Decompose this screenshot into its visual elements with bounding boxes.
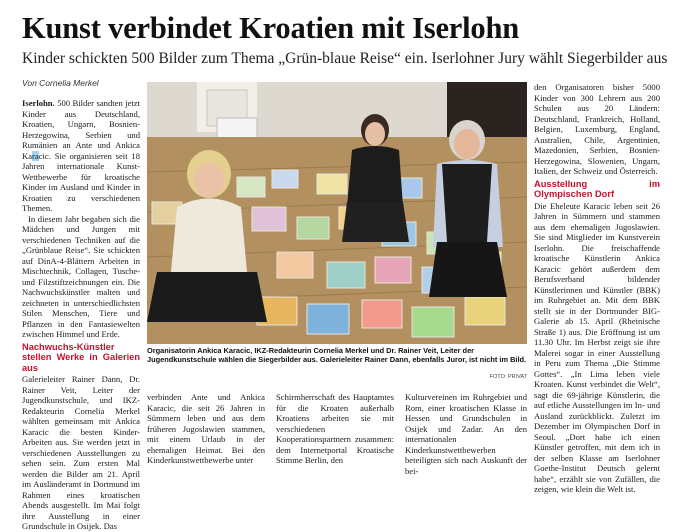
section-subhead-galleries: Nachwuchs-Künstler stellen Werke in Galerien aus	[22, 341, 140, 373]
article-column-3: Schirmherrschaft des Hauptamtes für die Kroaten außerhalb Kroatiens arbeiten sie mit verschiedenen Kooperationspartnern zusammen: dem Internetportal Kroatische Stimme Berlin, den	[276, 392, 394, 465]
paragraph-1-text-a: 500 Bilder sandten jetzt Kinder aus Deutschland, Kroatien, Ungarn, Bosnien-Herzegowina, Serbien und Rumänien an Ante und Ankica Ka	[22, 98, 140, 161]
paragraph-countries: den Organisatoren bisher 5000 Kinder von 300 Lehrern aus 200 Schulen aus 20 Ländern: Deutschland, Frankreich, Holland, Belgien, Luxemburg, England, Australien, Chile, Argentinien, Mazedonien, Serbien, Bosnien-Herzegowina, Slowenien, Ungarn, Italien, der Schweiz und Österreich.	[534, 82, 660, 176]
byline: Von Cornelia Merkel	[22, 78, 99, 88]
subheadline: Kinder schickten 500 Bilder zum Thema „Grün-blaue Reise“ ein. Iserlohner Jury wählt Siegerbilder aus	[22, 50, 668, 67]
paragraph-1	[22, 98, 140, 214]
article-column-4: Kulturvereinen im Ruhrgebiet und Rom, einer kroatischen Klasse in Hessen und Grundschulen in Osijek und Zadar. An den internationalen Kinderkunstwettbewerben beteiligten sich nach Auskunft der bei-	[405, 392, 527, 476]
dateline: Iserlohn.	[22, 98, 55, 108]
paragraph-2: In diesem Jahr begaben sich die Mädchen und Jungen mit verschiedenen Techniken auf die „Grünblaue Reise“. Sie schickten auf DinA-4-Blättern Arbeiten in Mischtechnik, Collagen, Tusche- und Filzstiftzeichnungen ein. Die Nachwuchskünstler malten und zeichneten in unterschiedlichsten Stilen Menschen, Tiere und Pflanzen in den Fantasiewelten zwischen Himmel und Erde.	[22, 213, 140, 339]
section-subhead-olympic: Ausstellung im Olympischen Dorf	[534, 178, 660, 200]
article-column-2: verbinden Ante und Ankica Karacic, die seit 26 Jahren in Sümmern leben und aus dem früheren Jugoslawien stammen, mit einem Urlaub in der ehemaligen Heimat. Bei den Kinderkunstwettbewerbe unter	[147, 392, 265, 465]
photo-credit: FOTO: PRIVAT	[489, 374, 527, 380]
paragraph-1-text-b: cic. Sie organisieren seit 18 Jahren internationale Kunst-Wettbewerbe für kroatische Kinder im Ausland und Kinder in Kroatien zu verschiedenen Themen.	[22, 150, 140, 213]
article-photo	[147, 82, 527, 344]
paragraph-3: Galerieleiter Rainer Dann, Dr. Rainer Veit, Leiter der Jugendkunstschule, und IKZ-Redakteurin Cornelia Merkel wählten gemeinsam mit Ankica Karacic die besten Kinder-Arbeiten aus. Sie werden jetzt in verschiedenen Ausstellungen zu sehen sein. Zum ersten Mal werden die Bilder am 21. April im Ausländeramt in Dortmund im Rahmen eines kroatischen Abends ausgestellt. Im Mai folgt ihre Ausstellung in einer Grundschule in Osijek. Das	[22, 374, 140, 532]
photo-caption: Organisatorin Ankica Karacic, IKZ-Redakteurin Cornelia Merkel und Dr. Rainer Veit, Leiter der Jugendkunstschule wählen die Siegerbilder aus. Galerieleiter Rainer Dann, ebenfalls Juror, ist nicht im Bild.	[147, 346, 527, 364]
article-column-5	[534, 82, 660, 495]
text-selection[interactable]: ra	[32, 150, 39, 161]
headline: Kunst verbindet Kroatien mit Iserlohn	[22, 11, 519, 45]
article-column-1	[22, 98, 140, 532]
photo-illustration	[147, 82, 527, 344]
paragraph-karacic: Die Eheleute Karacic leben seit 26 Jahren in Sümmern und stammen aus dem ehemaligen Jugoslawien. Sie sind Mitglieder im Kunstverein Iserlohn. Die freischaffende kroatische Künstlerin Ankica Karacic gehört außerdem dem Berufsverband bildender Künstlerinnen und Künstler (BBK) im Ruhrgebiet an. Mit dem BBK stellt sie in der Dortmunder BIG-Galerie ab 15. April (Rheinische Straße 1) aus. Die Eröffnung ist um 11.30 Uhr. Im Herbst zeigt sie ihre Malerei sogar in einer Ausstellung in Peru zum Thema „Die Stimme Gottes“. „In Lima leben viele Kroaten. Kunst verbindet die Welt“, sagt die 69-jährige Künstlerin, die auf etliche Ausstellungen im In- und Ausland zurückblickt. Zuletzt im Dezember im Olympischen Dorf in Seoul. „Dort habe ich einen Künstler getroffen, mit dem ich in der selben Klasse am Iserlohner Goethe-Institut Deutsch gelernt habe“, erzählt sie von Zufällen, die zeigen, wie klein die Welt ist.	[534, 200, 660, 495]
